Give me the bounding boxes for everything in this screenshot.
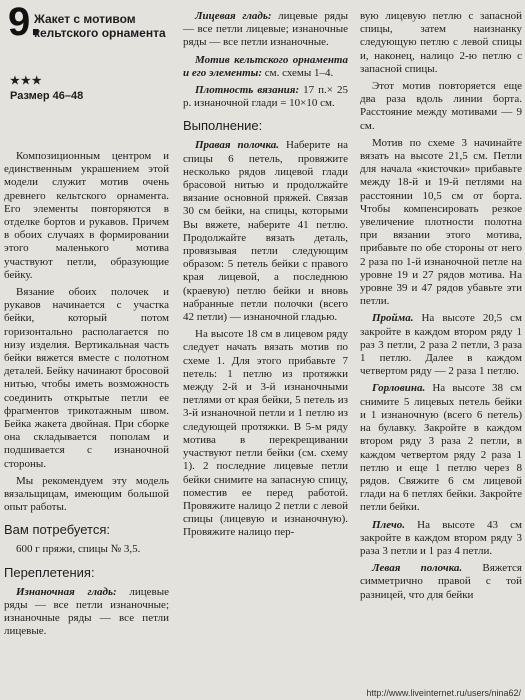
continuation-paragraph: вую лицевую петлю с запасной спицы, затем наизнанку следующую петлю с левой спицы и, наконец, налицо 2-ю петлю с запасной спицы.	[360, 10, 522, 75]
shoulder-paragraph	[360, 519, 522, 559]
materials-text: 600 г пряжи, спицы № 3,5.	[16, 543, 141, 556]
size-label: Размер 46–48	[10, 90, 84, 102]
armhole-paragraph	[360, 312, 522, 378]
stitch-knit-text: лицевые ряды — все петли лицевые; изнаночные ряды — все петли изнаночные.	[183, 10, 348, 49]
stitch-knit-label: Лицевая гладь:	[195, 10, 272, 22]
motif-start-paragraph: На высоте 18 см в лицевом ряду следует начать вязать мотив по схеме 1. Для этого прибавьте 7 петель: 1 петлю из протяжки между 2-й и 3-й изнаночными петлями от края бейки, 5 петель из 3-й изнаночной петли и 1 петлю из следующей протяжки. В 5-м ряду мотива в перекрещивании участвуют петли бейки (см. схему 1). 2 последние лицевые петли бейки снимите на запасную спицу, поместив ее перед работой. Провяжите налицо 2 петли с левой спицы (лицевую и изнаночную). Провяжите налицо пер-	[183, 328, 348, 539]
stitch-purl-text: лицевые ряды — все петли изнаночные; изнаночные ряды — все петли лицевые.	[4, 585, 169, 638]
motif-label: Мотив кельтского орнамента и его элементы:	[183, 53, 348, 79]
left-front-text: Вяжется симметрично правой с той разницей, что для бейки	[360, 562, 522, 601]
intro-paragraph: Композиционным центром и единственным украшением этой модели служит мотив очень древнего кельтского орнамента. Его элементы повторяются в отделке бортов и рукавов. Причем в обоих случаях в формировании этого маленького мотива участвуют петли, образующие бейку.	[4, 150, 169, 281]
shoulder-label: Плечо.	[372, 518, 405, 531]
shoulder-text: На высоте 43 см закройте в каждом втором ряду 3 раза 3 петли и 1 раз 4 петли.	[360, 518, 522, 557]
left-front-label: Левая полочка.	[372, 562, 463, 575]
right-front-paragraph	[183, 139, 348, 324]
watermark-link[interactable]: http://www.liveinternet.ru/users/nina62/	[366, 688, 521, 698]
paragraph-bejka: Вязание обоих полочек и рукавов начинается с участка бейки, который потом горизонтально располагается по низу изделия. Вертикальная часть бейки вяжется вместе с полотном деталей. Бейку начинают бросовой нитью, чтобы иметь возможность соединить открытые петли ее фрагментов трикотажным швом. Бейка жакета двойная. При сборке она складывается пополам и подшивается с изнаночной стороны.	[4, 286, 169, 470]
motif-repeat-paragraph: Этот мотив повторяется еще два раза вдоль линии борта. Расстояние между мотивами — 9 см.	[360, 80, 522, 132]
column-3	[360, 0, 522, 602]
stitch-purl-label: Изнаночная гладь:	[16, 585, 117, 598]
execution-heading: Выполнение:	[183, 118, 263, 134]
paragraph-recommend: Мы рекомендуем эту модель вязальщицам, имеющим большой опыт работы.	[4, 474, 169, 514]
armhole-label: Пройма.	[372, 312, 414, 325]
stitch-knit	[183, 10, 348, 50]
neckline-text: На высоте 38 см снимите 5 лицевых петель бейки и 1 изнаночную (всего 6 петель) на булавку. Закройте в каждом втором ряду 3 раза 2 петли, в каждом четвертом ряду 2 раза 1 петлю и еще 1 петлю через 8 рядов. Свяжите 6 см лицевой глади на 6 петлях бейки. Закройте петли бейки.	[360, 382, 522, 514]
density	[183, 84, 348, 110]
motif-ref	[183, 54, 348, 80]
left-front-paragraph	[360, 562, 522, 602]
stitches-heading: Переплетения:	[4, 564, 95, 580]
stitch-purl	[4, 586, 169, 639]
difficulty-stars: ★★★	[10, 75, 43, 87]
article-title: Жакет с мотивом кельтского орнамента	[34, 12, 166, 40]
armhole-text: На высоте 20,5 см закройте в каждом втором ряду 1 раз 3 петли, 2 раза 2 петли, 3 раза 1 петлю. Далее в каждом четвертом ряду — 2 раза 1 петлю.	[360, 312, 522, 378]
right-front-text: Наберите на спицы 6 петель, провяжите несколько рядов лицевой глади брасовой нитью и продолжайте вязание основной пряжей. Связав 30 см бейки, на спицы, которыми Вы вяжете, наберите 41 петлю. Продолжайте вязать деталь, провязывая петли следующим образом: 5 петель бейки с правого края лицевой, а последнюю (краевую) петлю бейки и вновь набранные петли полочки (всего 42 петли) — изнаночной гладью.	[183, 139, 348, 324]
right-front-label: Правая полочка.	[195, 139, 280, 152]
column-1	[4, 0, 169, 639]
density-label: Плотность вязания:	[195, 84, 300, 97]
article-header	[4, 0, 169, 68]
article-number: 9.	[8, 0, 42, 44]
density-text: 17 п.× 25 р. изнаночной глади = 10×10 см.	[183, 84, 348, 110]
motif3-paragraph: Мотив по схеме 3 начинайте вязать на высоте 21,5 см. Петли для начала «кисточки» прибавьте между 18-й и 19-й петлями на расстоянии 10,5 см от борта. Чтобы компенсировать резкое увеличение плотности полотна при вязании этого мотива, прибавьте по обе стороны от него 2 раза по 1-й изнаночной петле на уровне 19 и 27 рядов мотива. На уровне 39 и 47 рядов убавьте эти петли.	[360, 136, 522, 308]
column-2	[183, 0, 348, 540]
materials-heading: Вам потребуется:	[4, 522, 110, 538]
motif-text: см. схемы 1–4.	[261, 66, 334, 79]
neckline-label: Горловина.	[372, 382, 426, 395]
neckline-paragraph	[360, 382, 522, 514]
